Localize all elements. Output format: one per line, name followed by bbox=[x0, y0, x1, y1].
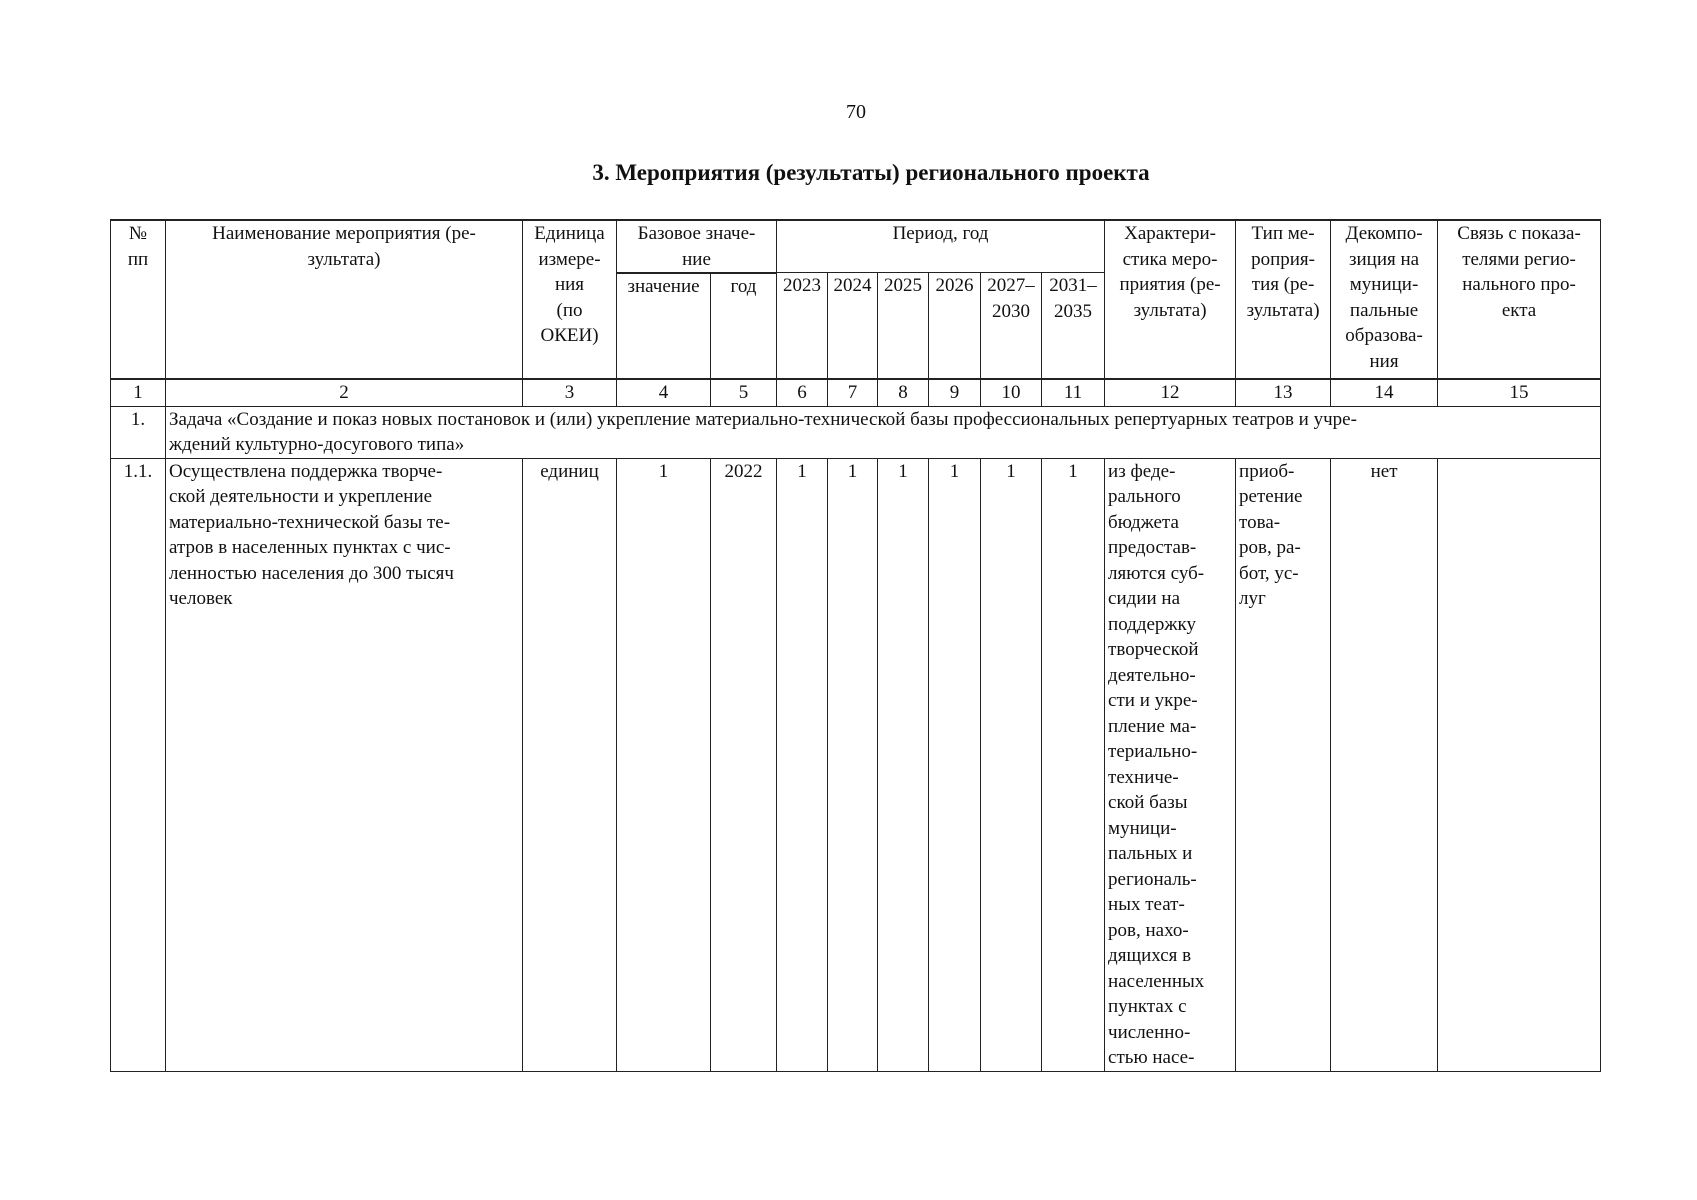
column-number: 9 bbox=[929, 379, 981, 406]
row-year-2025: 1 bbox=[878, 458, 929, 1071]
header-row-1 bbox=[111, 220, 1601, 273]
header-year-2027-2030: 2027– 2030 bbox=[981, 273, 1042, 380]
column-number: 8 bbox=[878, 379, 929, 406]
header-year-2025: 2025 bbox=[878, 273, 929, 380]
column-number: 12 bbox=[1105, 379, 1236, 406]
row-type: приоб- ретение това- ров, ра- бот, ус- луг bbox=[1236, 458, 1331, 1071]
row-year-2026: 1 bbox=[929, 458, 981, 1071]
header-year-2026: 2026 bbox=[929, 273, 981, 380]
column-number: 15 bbox=[1438, 379, 1601, 406]
table-row bbox=[111, 458, 1601, 1071]
column-number: 2 bbox=[166, 379, 523, 406]
task-row bbox=[111, 406, 1601, 458]
header-base-year: год bbox=[711, 274, 777, 380]
row-year-2031-2035: 1 bbox=[1042, 458, 1105, 1071]
header-base-value: значение bbox=[617, 274, 711, 380]
task-text: Задача «Создание и показ новых постановок и (или) укрепление материально-технической базы профессиональных репертуарных театров и учре- ждений культурно-досугового типа» bbox=[166, 406, 1601, 458]
row-base-value: 1 bbox=[617, 458, 711, 1071]
column-number: 7 bbox=[828, 379, 878, 406]
page-number: 70 bbox=[846, 101, 866, 123]
events-table bbox=[110, 219, 1601, 1072]
column-number: 5 bbox=[711, 379, 777, 406]
row-name: Осуществлена поддержка творче- ской деятельности и укрепление материально-технической базы те- атров в населенных пунктах с чис- ленностью населения до 300 тысяч человек bbox=[166, 458, 523, 1071]
header-base: Базовое значе- ние bbox=[617, 220, 777, 273]
header-year-2024: 2024 bbox=[828, 273, 878, 380]
column-number: 4 bbox=[617, 379, 711, 406]
row-year-2024: 1 bbox=[828, 458, 878, 1071]
column-number: 13 bbox=[1236, 379, 1331, 406]
column-number: 11 bbox=[1042, 379, 1105, 406]
header-no: № пп bbox=[111, 220, 166, 379]
column-number: 14 bbox=[1331, 379, 1438, 406]
row-year-2027-2030: 1 bbox=[981, 458, 1042, 1071]
row-link bbox=[1438, 458, 1601, 1071]
task-number: 1. bbox=[111, 406, 166, 458]
column-number: 1 bbox=[111, 379, 166, 406]
row-unit: единиц bbox=[523, 458, 617, 1071]
header-period: Период, год bbox=[777, 220, 1105, 273]
column-number: 6 bbox=[777, 379, 828, 406]
row-base-year: 2022 bbox=[711, 458, 777, 1071]
row-number: 1.1. bbox=[111, 458, 166, 1071]
header-name: Наименование мероприятия (ре- зультата) bbox=[166, 220, 523, 379]
section-title: 3. Мероприятия (результаты) регионального проекта bbox=[592, 160, 1150, 185]
header-year-2031-2035: 2031– 2035 bbox=[1042, 273, 1105, 380]
column-number-row bbox=[111, 379, 1601, 406]
header-type: Тип ме- роприя- тия (ре- зультата) bbox=[1236, 220, 1331, 379]
row-year-2023: 1 bbox=[777, 458, 828, 1071]
header-link: Связь с показа- телями регио- нального про- екта bbox=[1438, 220, 1601, 379]
column-number: 3 bbox=[523, 379, 617, 406]
header-unit: Единица измере- ния (по ОКЕИ) bbox=[523, 220, 617, 379]
header-decomposition: Декомпо- зиция на муници- пальные образова- ния bbox=[1331, 220, 1438, 379]
column-number: 10 bbox=[981, 379, 1042, 406]
header-characteristic: Характери- стика меро- приятия (ре- зультата) bbox=[1105, 220, 1236, 379]
row-decomposition: нет bbox=[1331, 458, 1438, 1071]
header-year-2023: 2023 bbox=[777, 273, 828, 380]
row-characteristic: из феде- рального бюджета предостав- ляются суб- сидии на поддержку творческой деятельно- сти и укре- пление ма- териально- техниче- ской базы муници- пальных и региональ- ных теат- ров, нахо- дящихся в населенных пунктах с численно- стью насе- bbox=[1105, 458, 1236, 1071]
